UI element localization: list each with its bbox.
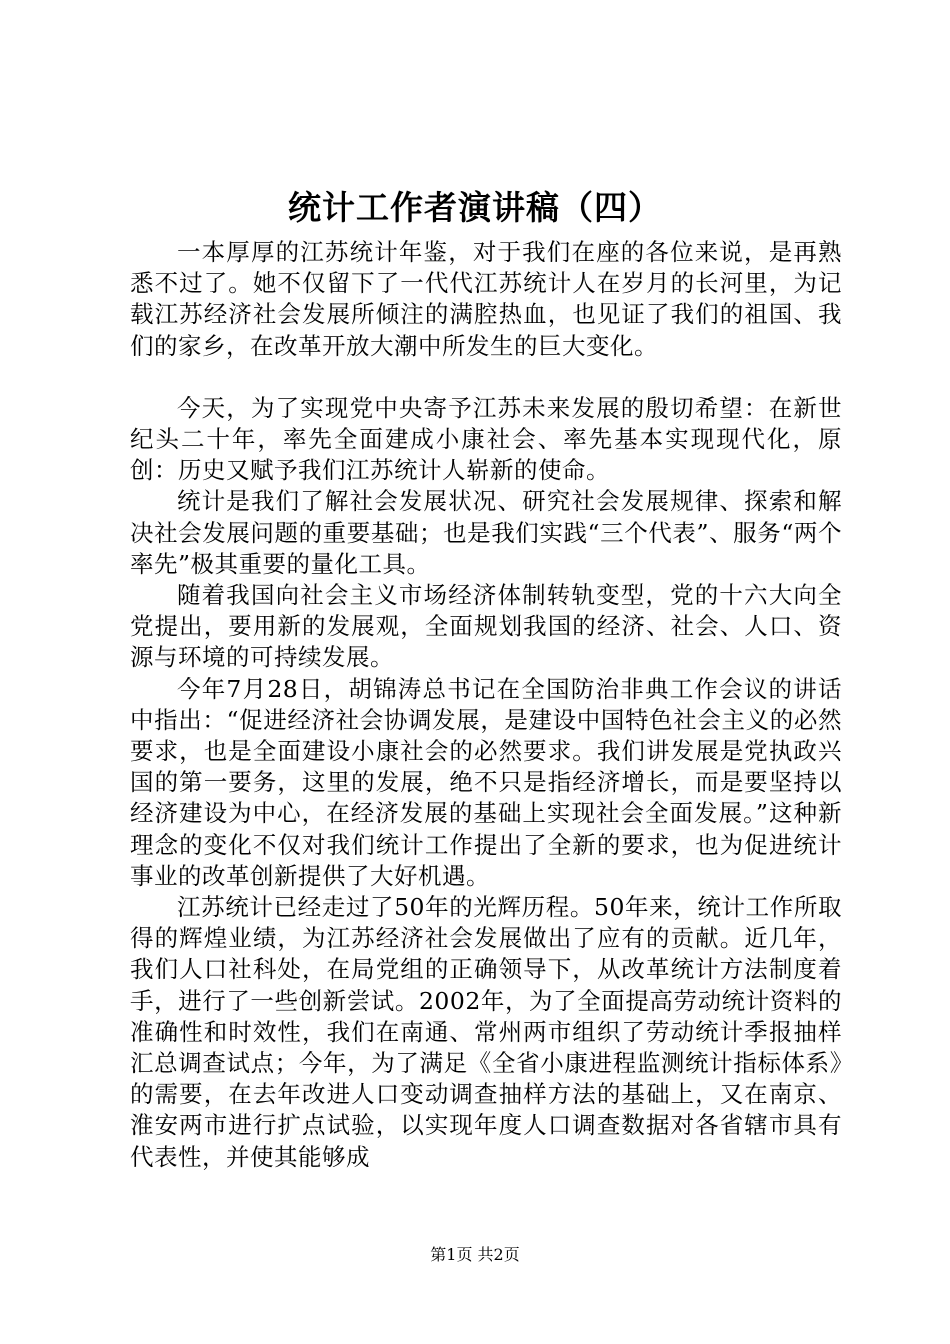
page-footer: 第1页 共2页 [430,1245,520,1264]
paragraph-3: 统计是我们了解社会发展状况、研究社会发展规律、探索和解决社会发展问题的重要基础；也是我们实践“三个代表”、服务“两个率先”极其重要的量化工具。 [130,487,842,578]
paragraph-6: 江苏统计已经走过了50年的光辉历程。50年来，统计工作所取得的辉煌业绩，为江苏经济社会发展做出了应有的贡献。近几年，我们人口社科处，在局党组的正确领导下，从改革统计方法制度着手，进行了一些创新尝试。2002年，为了全面提高劳动统计资料的准确性和时效性，我们在南通、常州两市组织了劳动统计季报抽样汇总调查试点；今年，为了满足《全省小康进程监测统计指标体系》的需要，在去年改进人口变动调查抽样方法的基础上，又在南京、淮安两市进行扩点试验，以实现年度人口调查数据对各省辖市具有代表性，并使其能够成 [130,893,842,1171]
paragraph-4: 随着我国向社会主义市场经济体制转轨变型，党的十六大向全党提出，要用新的发展观，全面规划我国的经济、社会、人口、资源与环境的可持续发展。 [130,581,842,672]
page-title: 统计工作者演讲稿（四） [288,188,662,227]
paragraph-5: 今年7月28日，胡锦涛总书记在全国防治非典工作会议的讲话中指出：“促进经济社会协调发展，是建设中国特色社会主义的必然要求，也是全面建设小康社会的必然要求。我们讲发展是党执政兴国的第一要务，这里的发展，绝不只是指经济增长，而是要坚持以经济建设为中心，在经济发展的基础上实现社会全面发展。”这种新理念的变化不仅对我们统计工作提出了全新的要求，也为促进统计事业的改革创新提供了大好机遇。 [130,674,842,890]
paragraph-1: 一本厚厚的江苏统计年鉴，对于我们在座的各位来说，是再熟悉不过了。她不仅留下了一代代江苏统计人在岁月的长河里，为记载江苏经济社会发展所倾注的满腔热血，也见证了我们的祖国、我们的家乡，在改革开放大潮中所发生的巨大变化。 [130,238,842,360]
document-body [130,237,842,1173]
paragraph-2: 今天，为了实现党中央寄予江苏未来发展的殷切希望：在新世纪头二十年，率先全面建成小康社会、率先基本实现现代化，原创：历史又赋予我们江苏统计人崭新的使命。 [130,393,842,485]
